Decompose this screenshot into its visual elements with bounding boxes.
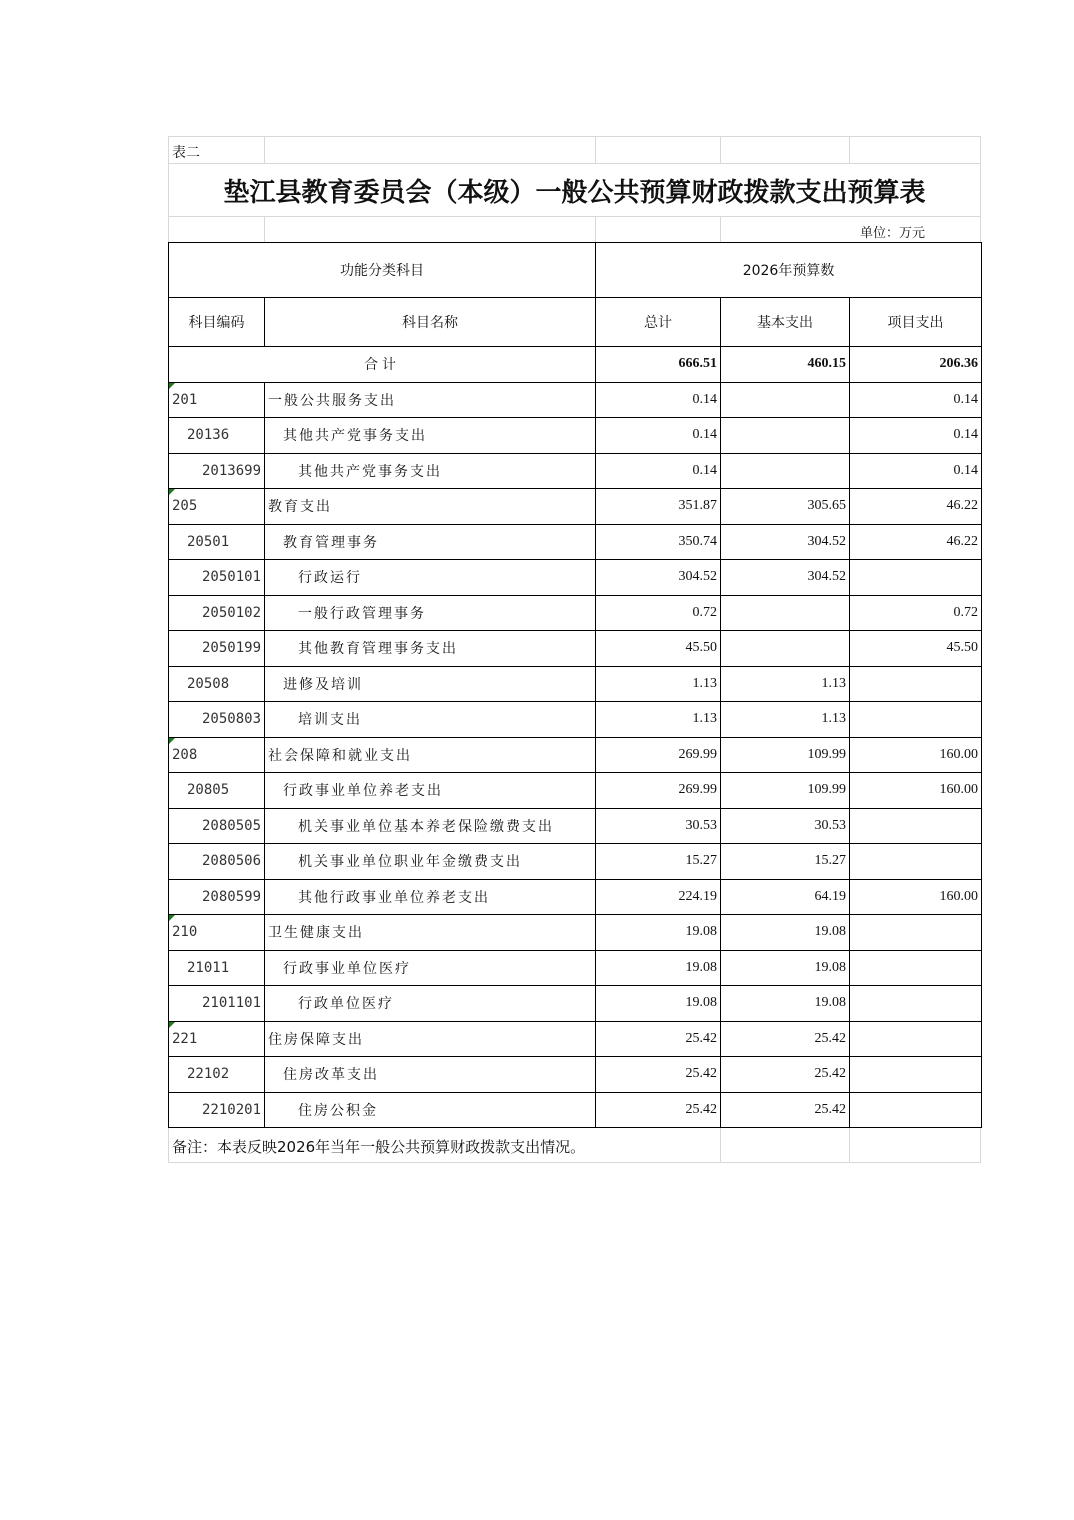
row-basic: 25.42: [721, 1057, 850, 1093]
table-row: [169, 986, 982, 1022]
row-total: 19.08: [596, 986, 721, 1022]
row-code-text: 201: [172, 391, 198, 408]
row-code-text: 210: [172, 924, 198, 941]
table-row: [169, 666, 982, 702]
row-basic: 19.08: [721, 950, 850, 986]
table-row: [169, 595, 982, 631]
row-code: 20501: [169, 524, 265, 560]
table-row: [169, 560, 982, 596]
total-project: 206.36: [850, 347, 982, 383]
row-code: [169, 489, 265, 525]
row-code: 2080506: [169, 844, 265, 880]
unit-row: [168, 216, 981, 242]
row-code: 21011: [169, 950, 265, 986]
header-row-group: [169, 243, 982, 298]
row-total: 224.19: [596, 879, 721, 915]
row-name: 其他教育管理事务支出: [265, 631, 596, 667]
cell-comment-marker: [169, 489, 175, 495]
total-basic: 460.15: [721, 347, 850, 383]
row-basic: [721, 453, 850, 489]
header-row-columns: [169, 298, 982, 347]
row-basic: 19.08: [721, 986, 850, 1022]
row-name: 其他共产党事务支出: [265, 418, 596, 454]
row-code: 2050102: [169, 595, 265, 631]
row-total: 1.13: [596, 666, 721, 702]
row-code: 20508: [169, 666, 265, 702]
row-total: 0.14: [596, 418, 721, 454]
total-row: [169, 347, 982, 383]
table-row: [169, 631, 982, 667]
row-name: 行政事业单位养老支出: [265, 773, 596, 809]
table-row: [169, 1092, 982, 1128]
row-project: [850, 1092, 982, 1128]
row-total: 25.42: [596, 1057, 721, 1093]
row-name: 行政事业单位医疗: [265, 950, 596, 986]
row-project: 45.50: [850, 631, 982, 667]
row-total: 304.52: [596, 560, 721, 596]
cell-comment-marker: [169, 383, 175, 389]
row-total: 19.08: [596, 915, 721, 951]
table-row: [169, 879, 982, 915]
row-code: 22102: [169, 1057, 265, 1093]
table-row: [169, 773, 982, 809]
row-name: 教育管理事务: [265, 524, 596, 560]
row-basic: [721, 418, 850, 454]
row-code: 20805: [169, 773, 265, 809]
table-row: [169, 702, 982, 738]
row-basic: 1.13: [721, 666, 850, 702]
header-budget-year: 2026年预算数: [596, 243, 982, 298]
total-amount: 666.51: [596, 347, 721, 383]
row-basic: 25.42: [721, 1092, 850, 1128]
sheet-label-row: [168, 136, 981, 164]
row-project: 0.14: [850, 382, 982, 418]
header-project: 项目支出: [850, 298, 982, 347]
row-basic: 30.53: [721, 808, 850, 844]
row-basic: 15.27: [721, 844, 850, 880]
row-total: 19.08: [596, 950, 721, 986]
row-basic: [721, 631, 850, 667]
header-name: 科目名称: [265, 298, 596, 347]
row-name: 机关事业单位基本养老保险缴费支出: [265, 808, 596, 844]
header-code: 科目编码: [169, 298, 265, 347]
row-code: 20136: [169, 418, 265, 454]
row-total: 1.13: [596, 702, 721, 738]
row-name: 行政运行: [265, 560, 596, 596]
row-basic: 19.08: [721, 915, 850, 951]
row-name: 进修及培训: [265, 666, 596, 702]
table-row: [169, 382, 982, 418]
row-project: [850, 808, 982, 844]
table-row: [169, 1021, 982, 1057]
row-code: [169, 382, 265, 418]
row-total: 269.99: [596, 737, 721, 773]
row-project: [850, 986, 982, 1022]
row-total: 0.14: [596, 382, 721, 418]
row-code: 2050101: [169, 560, 265, 596]
table-row: [169, 808, 982, 844]
table-row: [169, 489, 982, 525]
table-row: [169, 950, 982, 986]
row-code-text: 205: [172, 498, 198, 515]
budget-table: [168, 242, 982, 1128]
row-code: 2101101: [169, 986, 265, 1022]
row-total: 30.53: [596, 808, 721, 844]
row-project: [850, 702, 982, 738]
row-project: [850, 950, 982, 986]
note-row: [168, 1128, 981, 1163]
header-basic: 基本支出: [721, 298, 850, 347]
row-code: 2080599: [169, 879, 265, 915]
row-name: 住房保障支出: [265, 1021, 596, 1057]
row-code: [169, 1021, 265, 1057]
row-total: 350.74: [596, 524, 721, 560]
header-total: 总计: [596, 298, 721, 347]
row-name: 行政单位医疗: [265, 986, 596, 1022]
row-basic: 1.13: [721, 702, 850, 738]
row-total: 0.14: [596, 453, 721, 489]
table-row: [169, 418, 982, 454]
row-total: 15.27: [596, 844, 721, 880]
header-functional-category: 功能分类科目: [169, 243, 596, 298]
row-basic: 304.52: [721, 524, 850, 560]
row-name: 教育支出: [265, 489, 596, 525]
row-total: 0.72: [596, 595, 721, 631]
row-project: [850, 666, 982, 702]
row-basic: 25.42: [721, 1021, 850, 1057]
cell-comment-marker: [169, 738, 175, 744]
row-name: 机关事业单位职业年金缴费支出: [265, 844, 596, 880]
row-total: 45.50: [596, 631, 721, 667]
row-total: 25.42: [596, 1021, 721, 1057]
table-row: [169, 915, 982, 951]
row-code-text: 221: [172, 1030, 198, 1047]
unit-label: 单位：万元: [859, 226, 925, 241]
row-name: 其他共产党事务支出: [265, 453, 596, 489]
row-basic: 304.52: [721, 560, 850, 596]
row-total: 269.99: [596, 773, 721, 809]
row-project: 46.22: [850, 524, 982, 560]
row-project: 0.14: [850, 453, 982, 489]
row-project: 0.14: [850, 418, 982, 454]
row-project: [850, 1021, 982, 1057]
sheet-label: 表二: [172, 145, 200, 161]
row-code: [169, 737, 265, 773]
row-name: 卫生健康支出: [265, 915, 596, 951]
row-name: 住房公积金: [265, 1092, 596, 1128]
row-name: 一般行政管理事务: [265, 595, 596, 631]
cell-comment-marker: [169, 1022, 175, 1028]
row-project: 46.22: [850, 489, 982, 525]
row-basic: [721, 595, 850, 631]
row-code: [169, 915, 265, 951]
table-row: [169, 1057, 982, 1093]
row-project: [850, 560, 982, 596]
budget-sheet: [168, 136, 981, 1163]
row-name: 培训支出: [265, 702, 596, 738]
row-basic: 109.99: [721, 737, 850, 773]
row-basic: 305.65: [721, 489, 850, 525]
row-code: 2013699: [169, 453, 265, 489]
row-name: 其他行政事业单位养老支出: [265, 879, 596, 915]
row-basic: 64.19: [721, 879, 850, 915]
row-project: 0.72: [850, 595, 982, 631]
row-project: [850, 915, 982, 951]
row-total: 351.87: [596, 489, 721, 525]
row-code: 2210201: [169, 1092, 265, 1128]
row-total: 25.42: [596, 1092, 721, 1128]
cell-comment-marker: [169, 915, 175, 921]
table-row: [169, 453, 982, 489]
row-code: 2080505: [169, 808, 265, 844]
table-row: [169, 524, 982, 560]
row-project: 160.00: [850, 773, 982, 809]
table-row: [169, 737, 982, 773]
footnote: 备注：本表反映2026年当年一般公共预算财政拨款支出情况。: [172, 1138, 586, 1156]
row-project: [850, 1057, 982, 1093]
page-title: 垫江县教育委员会（本级）一般公共预算财政拨款支出预算表: [168, 164, 981, 216]
row-name: 社会保障和就业支出: [265, 737, 596, 773]
row-name: 住房改革支出: [265, 1057, 596, 1093]
row-code-text: 208: [172, 746, 198, 763]
row-project: 160.00: [850, 879, 982, 915]
row-basic: [721, 382, 850, 418]
row-project: 160.00: [850, 737, 982, 773]
row-basic: 109.99: [721, 773, 850, 809]
table-row: [169, 844, 982, 880]
row-name: 一般公共服务支出: [265, 382, 596, 418]
row-project: [850, 844, 982, 880]
total-label: 合计: [169, 347, 596, 383]
row-code: 2050199: [169, 631, 265, 667]
row-code: 2050803: [169, 702, 265, 738]
